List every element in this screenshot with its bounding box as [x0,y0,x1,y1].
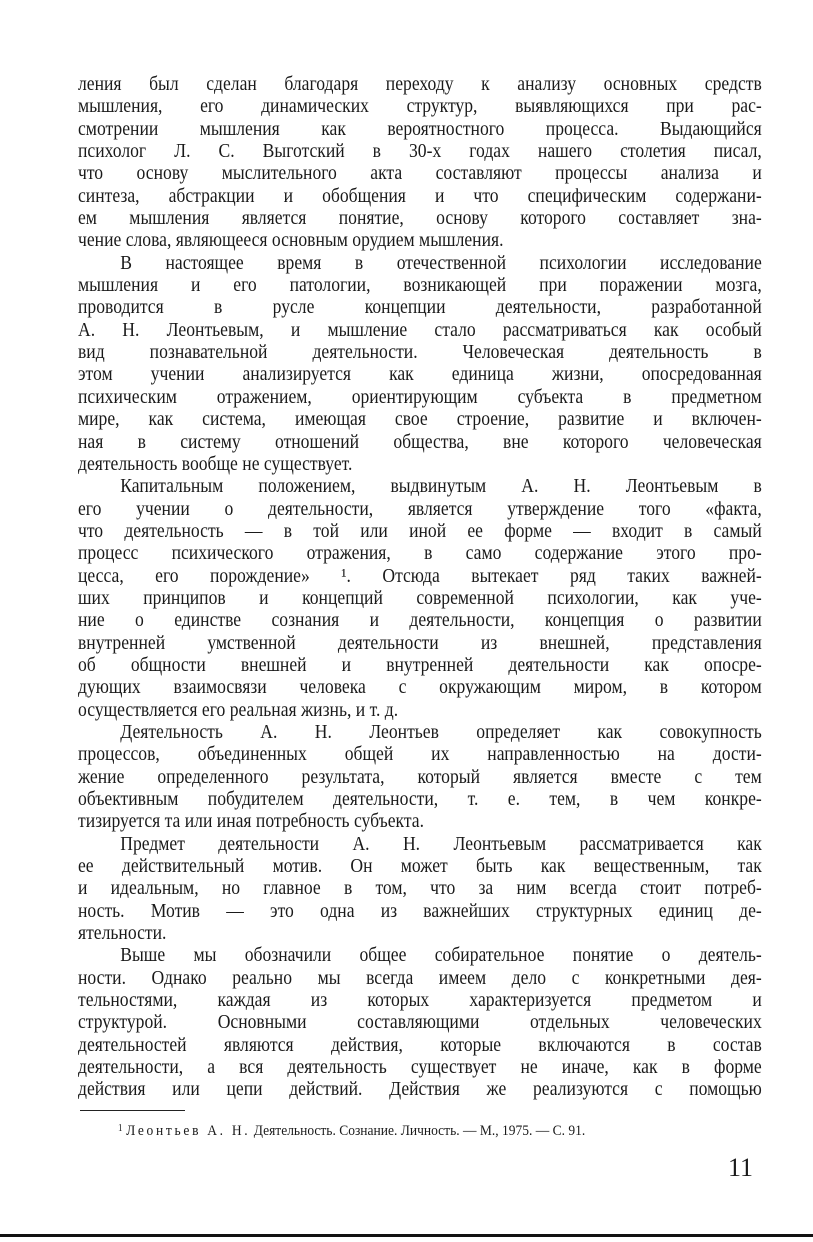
text-line: ность. Мотив — это одна из важнейших структурных единиц де- [78,899,762,922]
footnote-divider [80,1110,185,1111]
paragraph [78,944,762,1100]
text-line: ности. Однако реально мы всегда имеем дело с конкретными дея- [78,966,762,989]
text-line: смотрении мышления как вероятностного процесса. Выдающийся [78,117,762,140]
footnote-mark: 1 [118,1123,123,1134]
text-line: дующих взаимосвязи человека с окружающим миром, в котором [78,676,762,699]
text-line: деятельностей являются действия, которые включаются в состав [78,1033,762,1056]
paragraph [78,721,762,833]
text-line: вид познавательной деятельности. Человеческая деятельность в [78,341,762,364]
footnote-text: Деятельность. Сознание. Личность. — М., 1975. — С. 91. [253,1123,586,1139]
text-line: действия или цепи действий. Действия же реализуются с помощью [78,1078,762,1101]
page-body [78,73,762,1101]
scan-edge-line [0,1234,813,1237]
paragraph [78,475,762,721]
text-line: мышления и его патологии, возникающей при поражении мозга, [78,274,762,297]
text-line: психолог Л. С. Выготский в 30-х годах нашего столетия писал, [78,140,762,163]
text-line: проводится в русле концепции деятельности, разработанной [78,296,762,319]
text-line: жение определенного результата, который является вместе с тем [78,765,762,788]
text-line: деятельности, а вся деятельность существует не иначе, как в форме [78,1056,762,1079]
text-line: ятельности. [78,922,167,945]
text-line: А. Н. Леонтьевым, и мышление стало рассматриваться как особый [78,318,762,341]
text-line: Капитальным положением, выдвинутым А. Н. Леонтьевым в [120,475,762,498]
text-line: структурой. Основными составляющими отдельных человеческих [78,1011,762,1034]
paragraph [78,833,762,945]
text-line: внутренней умственной деятельности из внешней, представления [78,631,762,654]
footnote-author: Леонтьев А. Н. [126,1123,251,1139]
text-line: психическим отражением, ориентирующим субъекта в предметном [78,385,762,408]
text-line: ная в систему отношений общества, вне которого человеческая [78,430,762,453]
text-line: ее действительный мотив. Он может быть как вещественным, так [78,855,762,878]
text-line: ления был сделан благодаря переходу к анализу основных средств [78,73,762,95]
text-line: осуществляется его реальная жизнь, и т. д. [78,698,399,721]
text-line: цесса, его порождение» ¹. Отсюда вытекает ряд таких важней- [78,564,762,587]
text-line: ших принципов и концепций современной психологии, как уче- [78,586,762,609]
text-line: тельностями, каждая из которых характеризуется предметом и [78,989,762,1012]
text-line: этом учении анализируется как единица жизни, опосредованная [78,363,762,386]
text-line: мире, как система, имеющая свое строение, развитие и включен- [78,408,762,431]
paragraph [78,73,762,252]
text-line: что деятельность — в той или иной ее форме — входит в самый [78,519,762,542]
text-line: чение слова, являющееся основным орудием мышления. [78,229,504,252]
text-line: процессов, объединенных общей их направленностью на дости- [78,743,762,766]
text-line: Деятельность А. Н. Леонтьев определяет как совокупность [120,720,762,743]
text-line: мышления, его динамических структур, выявляющихся при рас- [78,95,762,118]
text-line: процесс психического отражения, в само содержание этого про- [78,542,762,565]
page-number: 11 [728,1153,754,1182]
text-line: объективным побудителем деятельности, т. е. тем, в чем конкре- [78,788,762,810]
text-line: тизируется та или иная потребность субъекта. [78,810,424,833]
text-line: его учении о деятельности, является утверждение того «факта, [78,497,762,520]
text-line: Предмет деятельности А. Н. Леонтьевым рассматривается как [120,832,762,855]
text-line: об общности внешней и внутренней деятельности как опосре- [78,653,762,676]
text-line: В настоящее время в отечественной психологии исследование [120,251,762,274]
text-line: деятельность вообще не существует. [78,452,353,475]
text-line: ем мышления является понятие, основу которого составляет зна- [78,207,762,230]
text-line: что основу мыслительного акта составляют процессы анализа и [78,162,762,185]
text-line: синтеза, абстракции и обобщения и что специфическим содержани- [78,184,762,207]
footnote [118,1123,712,1140]
text-line: ние о единстве сознания и деятельности, концепция о развитии [78,609,762,632]
paragraph [78,252,762,475]
text-line: Выше мы обозначили общее собирательное понятие о деятель- [120,944,762,967]
text-line: и идеальным, но главное в том, что за ним всегда стоит потреб- [78,877,762,900]
